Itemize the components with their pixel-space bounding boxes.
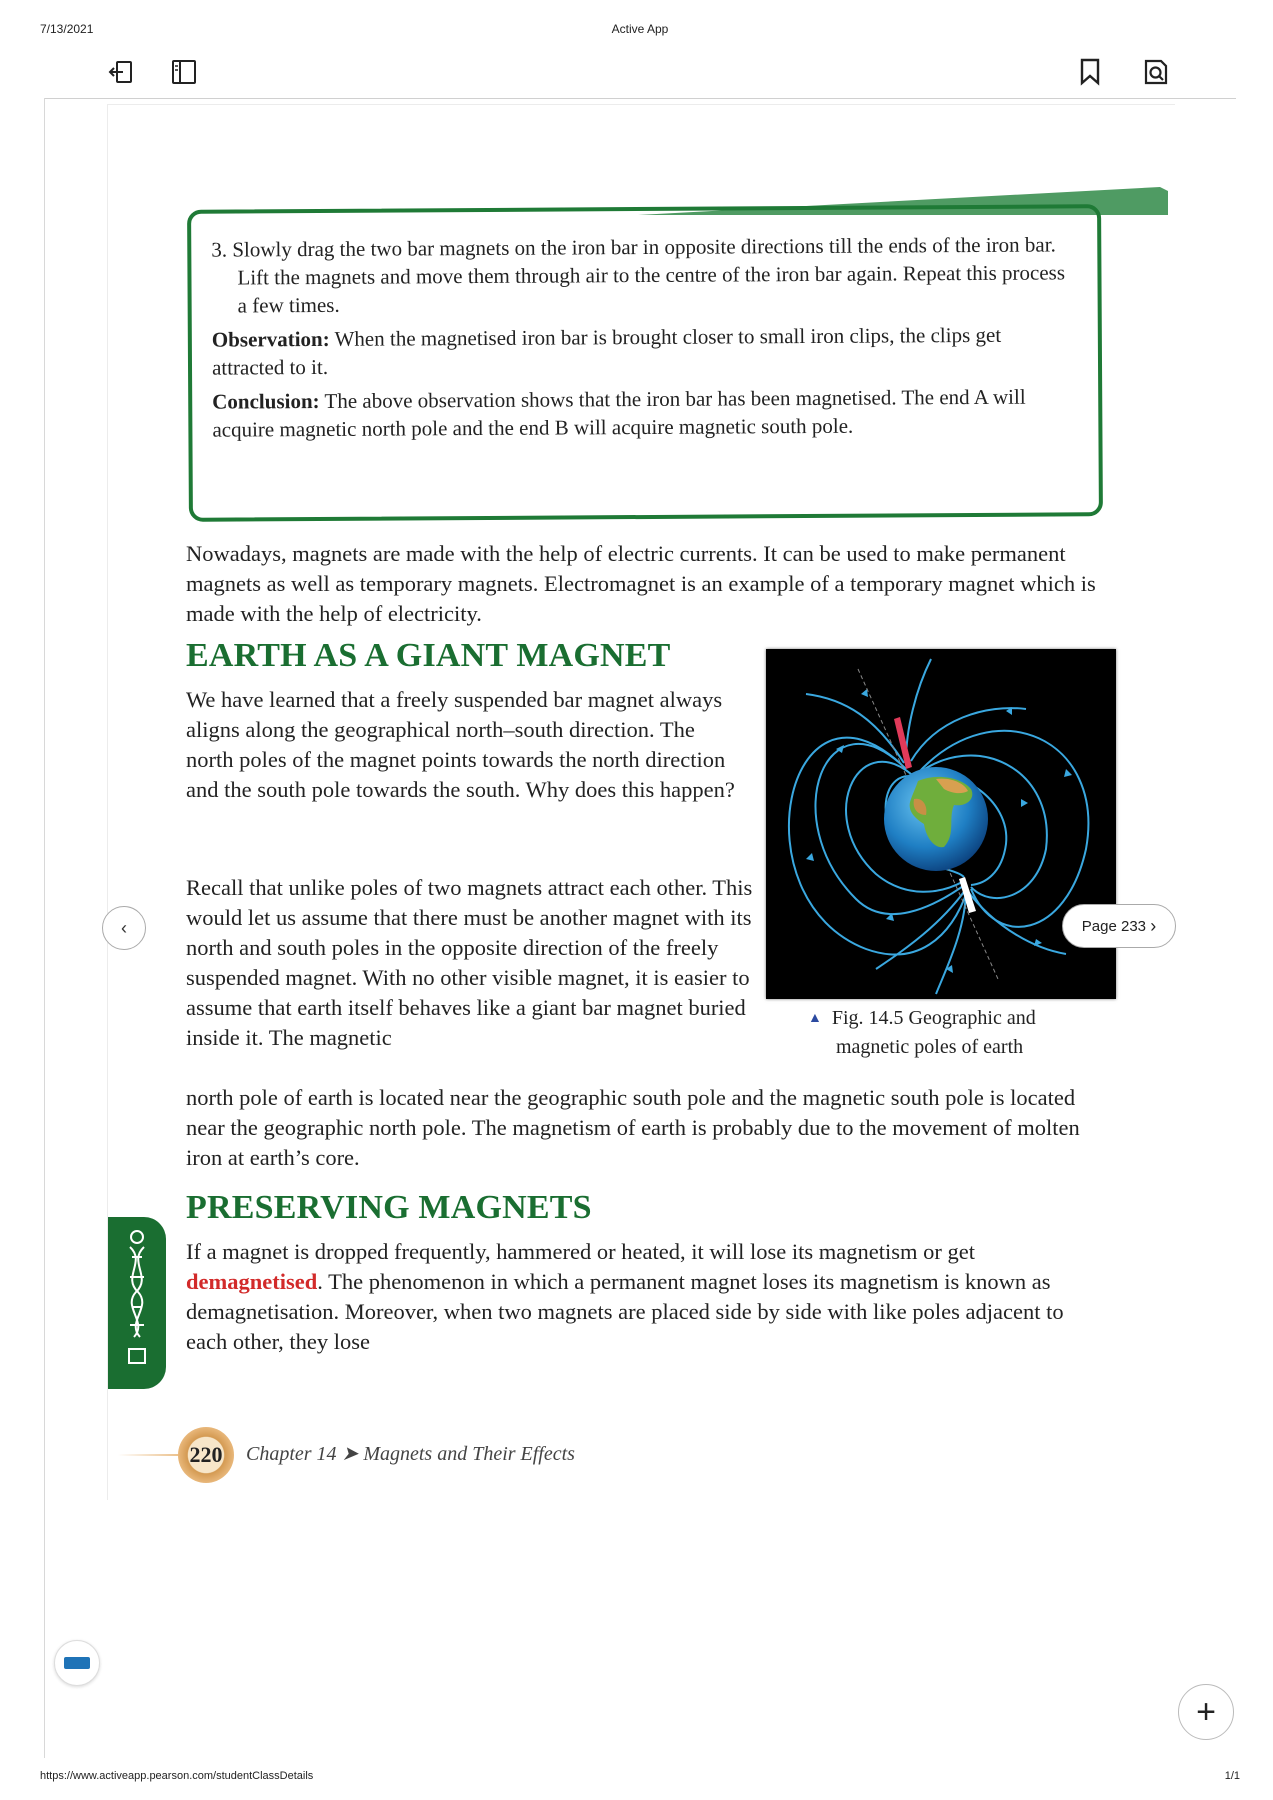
viewer-left-border	[44, 98, 45, 1758]
preserving-text-before: If a magnet is dropped frequently, hammered or heated, it will lose its magnetism or get	[186, 1239, 975, 1264]
notes-toggle-button[interactable]	[54, 1640, 100, 1686]
exit-icon[interactable]	[105, 56, 137, 88]
conclusion-label: Conclusion:	[212, 388, 320, 414]
activity-step	[211, 230, 1069, 319]
print-page-count: 1/1	[1224, 1770, 1240, 1782]
observation-text: When the magnetised iron bar is brought closer to small iron clips, the clips get attracted to it.	[211, 322, 1002, 380]
add-button[interactable]	[1178, 1684, 1234, 1740]
preserving-paragraph	[186, 1237, 1096, 1357]
earth-magnetic-field-figure	[766, 649, 1116, 999]
conclusion-text: The above observation shows that the iron bar has been magnetised. The end A will acquire magnetic north pole and the end B will acquire magnetic south pole.	[212, 384, 1026, 442]
earth-paragraph-1: We have learned that a freely suspended bar magnet always aligns along the geographical north–south direction. The north poles of the magnet points towards the north direction and the south pole towards the south. Why does this happen?	[186, 687, 735, 802]
print-header	[40, 22, 1240, 38]
page-label: Page 233	[1081, 917, 1147, 935]
caption-line-1: Fig. 14.5 Geographic and	[831, 1007, 1036, 1029]
page-footer	[118, 1427, 718, 1487]
caption-triangle-icon: ▲	[808, 1011, 822, 1026]
toolbar-divider	[44, 98, 1236, 99]
intro-paragraph: Nowadays, magnets are made with the help of electric currents. It can be used to make permanent magnets as well as temporary magnets. Electromagnet is an example of a temporary magnet which is made with the help of electricity.	[186, 541, 1096, 626]
print-date: 7/13/2021	[40, 22, 94, 36]
print-title: Active App	[611, 22, 669, 36]
preserving-heading: PRESERVING MAGNETS	[186, 1189, 592, 1226]
step-text: Slowly drag the two bar magnets on the iron bar in opposite directions till the ends of the iron bar. Lift the magnets and move them through air to the centre of the iron bar again. Repeat this process a few times.	[232, 232, 1066, 318]
notes-chip-icon	[64, 1657, 90, 1669]
step-number: 3.	[211, 237, 228, 262]
search-page-icon[interactable]	[1140, 56, 1172, 88]
life-science-side-tab	[108, 1217, 166, 1389]
bookmark-icon[interactable]	[1074, 56, 1106, 88]
preserving-text-after: . The phenomenon in which a permanent magnet loses its magnetism is known as demagnetisation. Moreover, when two magnets are placed side by side with like poles adjacent to each other, they lose	[186, 1269, 1064, 1354]
caption-line-2: magnetic poles of earth	[836, 1036, 1024, 1058]
previous-page-button[interactable]	[102, 906, 146, 950]
book-page	[107, 104, 1175, 1500]
chapter-title: Chapter 14 ➤ Magnets and Their Effects	[246, 1443, 575, 1465]
demagnetised-highlight: demagnetised	[186, 1269, 318, 1294]
earth-paragraph-2-cont: north pole of earth is located near the geographic south pole and the magnetic south pole is located near the geographic north pole. The magnetism of earth is probably due to the movement of molten iron at earth’s core.	[186, 1085, 1080, 1170]
dna-icon	[108, 1217, 166, 1389]
observation	[212, 320, 1070, 381]
chevron-left-icon: ‹	[121, 917, 127, 938]
print-url: https://www.activeapp.pearson.com/studentClassDetails	[40, 1770, 314, 1782]
figure-caption	[808, 1005, 1108, 1061]
next-page-button[interactable]	[1062, 904, 1176, 948]
earth-heading: EARTH AS A GIANT MAGNET	[186, 637, 671, 674]
chevron-right-icon: ›	[1150, 915, 1157, 936]
activity-box	[187, 204, 1103, 522]
observation-label: Observation:	[211, 326, 330, 352]
sidebar-toggle-icon[interactable]	[168, 56, 200, 88]
conclusion	[212, 382, 1070, 443]
earth-paragraph-2: Recall that unlike poles of two magnets attract each other. This would let us assume that there must be another magnet with its north and south poles in the opposite direction of the freely suspended magnet. With no other visible magnet, it is easier to assume that earth itself behaves like a giant bar magnet buried inside it. The magnetic	[186, 875, 753, 1050]
earth-field-illustration	[766, 649, 1116, 999]
page-number: 220	[178, 1427, 234, 1483]
plus-icon: +	[1196, 1692, 1216, 1731]
